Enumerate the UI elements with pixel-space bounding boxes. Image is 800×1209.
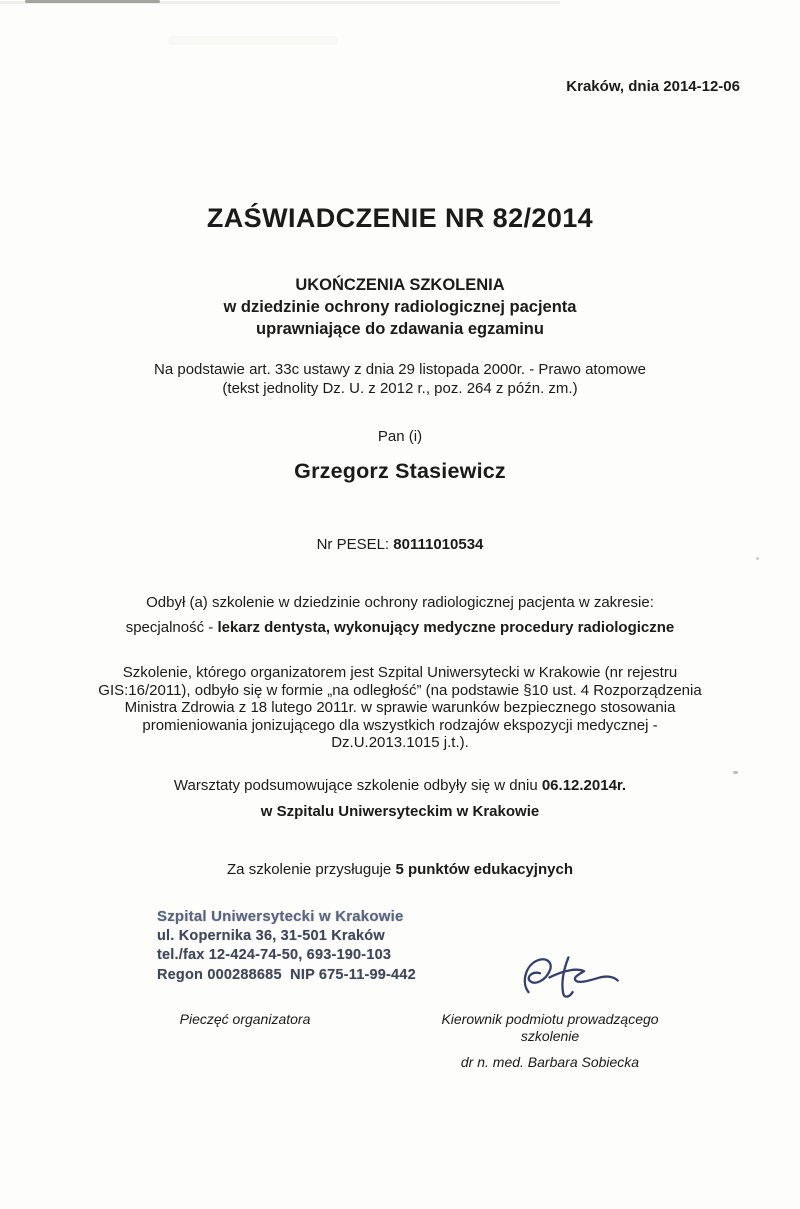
subtitle-line: UKOŃCZENIA SZKOLENIA — [295, 276, 505, 294]
specialty-value: lekarz dentysta, wykonujący medyczne procedury radiologiczne — [217, 619, 675, 636]
specialty-row — [0, 619, 800, 636]
handwritten-signature — [518, 950, 623, 1008]
training-description-line: Szkolenie, którego organizatorem jest Szpital Uniwersytecki w Krakowie (nr rejestru — [122, 664, 678, 681]
training-description-line: GIS:16/2011), odbyło się w formie „na odległość” (na podstawie §10 ust. 4 Rozporządzenia — [98, 681, 702, 699]
organizer-seal-label: Pieczęć organizatora — [179, 1011, 311, 1027]
workshops-text: Warsztaty podsumowujące szkolenie odbyły się w dniu — [173, 777, 542, 794]
specialty-label: specjalność - — [125, 619, 218, 636]
training-scope-intro: Odbył (a) szkolenie w dziedzinie ochrony radiologicznej pacjenta w zakresie: — [146, 594, 654, 611]
pesel-value: 80111010534 — [393, 536, 484, 553]
pesel-label: Nr PESEL: — [316, 536, 394, 553]
points-text: Za szkolenie przysługuje — [227, 861, 396, 878]
stamp-org-name: Szpital Uniwersytecki w Krakowie — [157, 908, 404, 925]
workshops-row — [0, 777, 800, 794]
training-head-name: dr n. med. Barbara Sobiecka — [460, 1054, 640, 1070]
stamp-address: ul. Kopernika 36, 31-501 Kraków — [157, 927, 385, 944]
organizer-stamp — [157, 907, 416, 985]
scan-artifact-top-line-faint — [0, 1, 560, 4]
training-description — [70, 664, 730, 752]
certificate-title: ZAŚWIADCZENIE NR 82/2014 — [206, 203, 594, 233]
legal-basis-line: (tekst jednolity Dz. U. z 2012 r., poz. 264 z późn. zm.) — [222, 380, 578, 397]
legal-basis — [0, 360, 800, 398]
signature-icon — [518, 950, 623, 1008]
training-head-block — [415, 1011, 685, 1071]
scan-artifact-speck — [756, 557, 759, 560]
training-head-label: Kierownik podmiotu prowadzącego szkolenie — [441, 1011, 659, 1044]
subtitle-line: w dziedzinie ochrony radiologicznej pacjenta — [223, 298, 577, 316]
certificate-subtitle — [0, 274, 800, 340]
scan-artifact-speck — [733, 771, 738, 774]
recipient-name: Grzegorz Stasiewicz — [294, 459, 506, 483]
legal-basis-line: Na podstawie art. 33c ustawy z dnia 29 listopada 2000r. - Prawo atomowe — [154, 361, 646, 378]
stamp-phone: tel./fax 12-424-74-50, 693-190-103 — [157, 947, 392, 963]
workshops-date: 06.12.2014r. — [541, 777, 627, 794]
issue-place-date: Kraków, dnia 2014-12-06 — [566, 78, 740, 95]
subtitle-line: uprawniające do zdawania egzaminu — [256, 320, 544, 338]
points-value: 5 punktów edukacyjnych — [395, 861, 573, 878]
scan-artifact-smudge — [168, 36, 338, 45]
training-description-line: promieniowania jonizującego dla wszystkich rodzajów ekspozycji medycznej - — [142, 716, 658, 734]
salutation: Pan (i) — [377, 428, 423, 445]
workshops-location: w Szpitalu Uniwersyteckim w Krakowie — [260, 803, 540, 820]
training-description-line: Ministra Zdrowia z 18 lutego 2011r. w sprawie warunków bezpiecznego stosowania — [124, 699, 676, 717]
pesel-row — [0, 536, 800, 553]
stamp-regon-nip: Regon 000288685 NIP 675-11-99-442 — [157, 966, 416, 983]
training-description-line: Dz.U.2013.1015 j.t.). — [331, 734, 469, 752]
education-points-row — [0, 861, 800, 878]
